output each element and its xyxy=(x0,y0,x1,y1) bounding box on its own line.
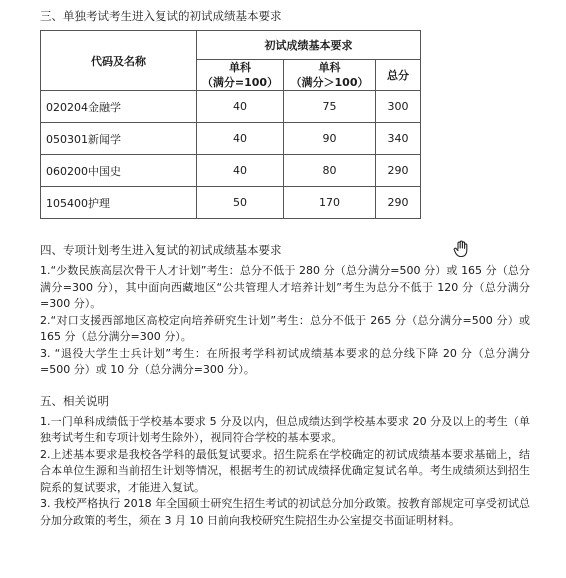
header-single-100 xyxy=(197,60,284,91)
row-subject xyxy=(41,91,197,123)
row-single-100: 50 xyxy=(197,187,284,219)
row-total: 290 xyxy=(376,155,421,187)
section4-item: 1.“少数民族高层次骨干人才计划”考生：总分不低于 280 分（总分满分=500 分）或 165 分（总分满分=300 分），其中面向西藏地区“公共管理人才培养计划”考生为总分不低于 120 分（总分满分=300 分）。 xyxy=(40,264,530,310)
header-single-100-label: 单科 xyxy=(229,61,251,74)
row-single-over100: 80 xyxy=(284,155,376,187)
section3-title: 三、单独考试考生进入复试的初试成绩基本要求 xyxy=(40,9,282,23)
table-row xyxy=(41,155,421,187)
row-code: 020204 xyxy=(46,100,88,114)
section5-title: 五、相关说明 xyxy=(40,393,109,408)
row-code: 060200 xyxy=(46,164,88,178)
row-subject xyxy=(41,155,197,187)
row-single-100: 40 xyxy=(197,91,284,123)
header-single-over100-label: 单科 xyxy=(318,61,341,74)
header-single-over100-sub: （满分＞100） xyxy=(290,76,369,89)
section5-item: 3. 我校严格执行 2018 年全国硕士研究生招生考试的初试总分加分政策。按教育部规定可享受初试总分加分政策的考生，须在 3 月 10 日前向我校研究生院招生办公室提交书面证明材料。 xyxy=(40,497,530,527)
row-code: 050301 xyxy=(46,132,88,146)
row-name: 新闻学 xyxy=(88,132,121,146)
header-code-name: 代码及名称 xyxy=(41,31,197,91)
section5-item: 1.一门单科成绩低于学校基本要求 5 分及以内，但总成绩达到学校基本要求 20 分及以上的考生（单独考试考生和专项计划考生除外），视同符合学校的基本要求。 xyxy=(40,414,530,444)
section5-item: 2.上述基本要求是我校各学科的最低复试要求。招生院系在学校确定的初试成绩基本要求基础上，结合本单位生源和当前招生计划等情况，根据考生的初试成绩择优确定复试名单。考生成绩须达到招生院系的复试要求，才能进入复试。 xyxy=(40,447,530,494)
notes-body xyxy=(40,242,530,529)
row-total: 340 xyxy=(376,123,421,155)
table-row xyxy=(41,123,421,155)
row-code: 105400 xyxy=(46,196,88,210)
row-single-100: 40 xyxy=(197,123,284,155)
row-name: 金融学 xyxy=(88,100,121,114)
header-group: 初试成绩基本要求 xyxy=(197,31,421,60)
row-single-over100: 170 xyxy=(284,187,376,219)
row-single-100: 40 xyxy=(197,155,284,187)
header-single-100-sub: （满分=100） xyxy=(201,76,279,89)
row-name: 护理 xyxy=(88,196,110,210)
row-subject xyxy=(41,187,197,219)
section4-title: 四、专项计划考生进入复试的初试成绩基本要求 xyxy=(40,243,282,257)
header-single-over100 xyxy=(284,60,376,91)
table-row xyxy=(41,187,421,219)
section4-item: 3. “退役大学生士兵计划”考生：在所报考学科初试成绩基本要求的总分线下降 20 分（总分满分=500 分）或 10 分（总分满分=300 分）。 xyxy=(40,346,530,376)
section4-item: 2.“对口支援西部地区高校定向培养研究生计划”考生：总分不低于 265 分（总分满分=500 分）或 165 分（总分满分=300 分）。 xyxy=(40,313,530,343)
row-total: 300 xyxy=(376,91,421,123)
score-requirements-table xyxy=(40,30,421,219)
row-subject xyxy=(41,123,197,155)
row-name: 中国史 xyxy=(88,164,121,178)
row-single-over100: 90 xyxy=(284,123,376,155)
row-single-over100: 75 xyxy=(284,91,376,123)
header-total: 总分 xyxy=(376,60,421,91)
row-total: 290 xyxy=(376,187,421,219)
table-row xyxy=(41,91,421,123)
table-header-row xyxy=(41,31,421,60)
